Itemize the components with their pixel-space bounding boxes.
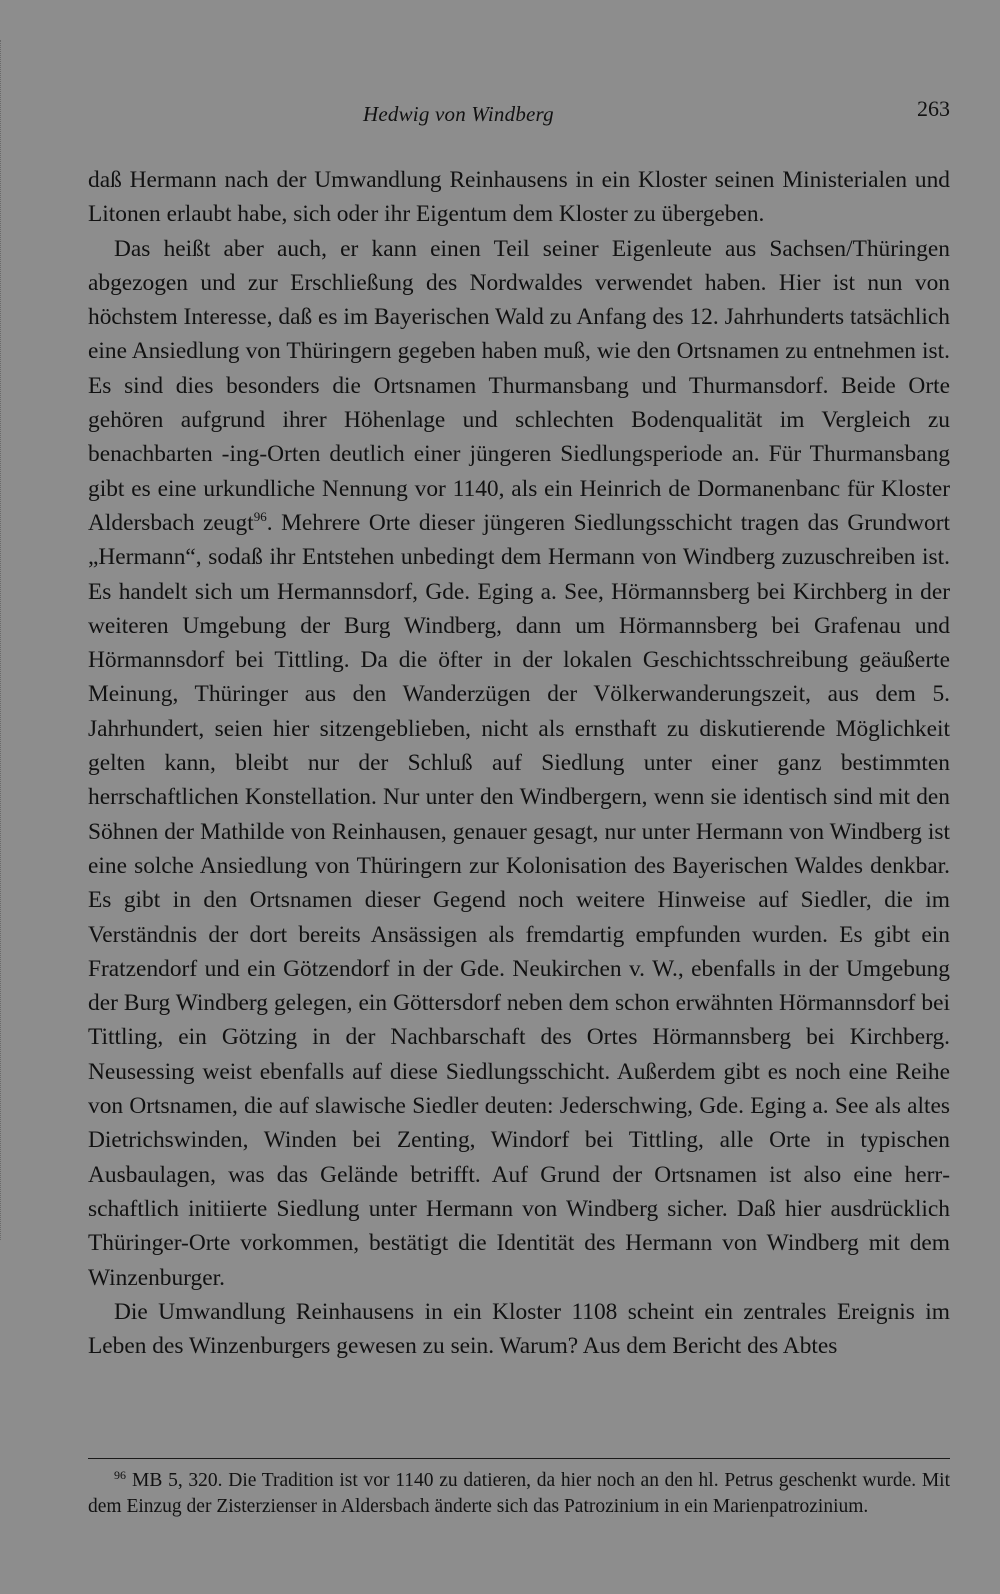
main-text xyxy=(88,163,950,1363)
paragraph-2 xyxy=(88,232,950,1295)
footnote-text: MB 5, 320. Die Tradition ist vor 1140 zu datieren, da hier noch an den hl. Petrus geschenkt wurde. Mit dem Einzug der Zisterzienser in Aldersbach änderte sich das Patrozinium in ein Marienpatrozinium. xyxy=(88,1470,950,1517)
page-edge-marks xyxy=(0,40,11,1240)
footnote-divider xyxy=(88,1458,950,1459)
footnote xyxy=(88,1468,950,1520)
paragraph-1: daß Hermann nach der Umwandlung Reinhausens in ein Kloster seinen Ministerialen und Litonen erlaubt habe, sich oder ihr Eigentum dem Kloster zu übergeben. xyxy=(88,167,950,228)
running-title: Hedwig von Windberg xyxy=(363,102,554,126)
paragraph-3: Die Umwandlung Reinhausens in ein Kloster 1108 scheint ein zentrales Ereignis im Leben des Winzenburgers gewesen zu sein. Warum? Aus dem Bericht des Abtes xyxy=(88,1298,950,1360)
paragraph-2-part-1: Das heißt aber auch, er kann einen Teil seiner Eigenleute aus Sachsen/Thüringen abgezogen und zur Erschließung des Nordwaldes verwendet haben. Hier ist nun von höchstem Interesse, daß es im Bayerischen Wald zu Anfang des 12. Jahrhunderts tatsächlich eine Ansiedlung von Thüringern gegeben haben muß, wie den Ortsnamen zu entnehmen ist. Es sind dies besonders die Ortsnamen Thurmansbang und Thurmansdorf. Beide Orte gehören aufgrund ihrer Höhenlage und schlechten Bodenqualität im Vergleich zu benachbarten -ing-Orten deutlich einer jüngeren Siedlungsperiode an. Für Thurmansbang gibt es eine urkundliche Nennung vor 1140, als ein Heinrich de Dormanenbanc für Kloster Aldersbach zeugt xyxy=(88,235,950,536)
page-number: 263 xyxy=(917,96,950,121)
footnote-reference: 96 xyxy=(253,509,267,525)
footnote-mark: 96 xyxy=(114,1467,126,1482)
paragraph-2-part-2: . Mehrere Orte dieser jüngeren Siedlungsschicht tragen das Grundwort „Hermann“, sodaß ihr Entstehen unbedingt dem Hermann von Windberg zuzuschreiben ist. Es handelt sich um Hermannsdorf, Gde. Eging a. See, Hörmannsberg bei Kirchberg in der weiteren Umgebung der Burg Windberg, dann um Hörmannsberg bei Grafenau und Hörmannsdorf bei Tittling. Da die öfter in der lokalen Geschichtsschreibung geäußerte Meinung, Thüringer aus den Wanderzügen der Völkerwanderungszeit, aus dem 5. Jahrhundert, seien hier sitzengeblieben, nicht als ernsthaft zu diskutierende Möglichkeit gelten kann, bleibt nur der Schluß auf Siedlung unter einer ganz bestimmten herrschaftlichen Konstellation. Nur unter den Windbergern, wenn sie identisch sind mit den Söhnen der Mathilde von Reinhausen, genauer gesagt, nur unter Hermann von Windberg ist eine solche Ansiedlung von Thüringern zur Kolonisation des Bayerischen Waldes denkbar. Es gibt in den Ortsnamen dieser Gegend noch weitere Hinweise auf Siedler, die im Verständnis der dort bereits Ansässigen als fremdartig empfunden wurden. Es gibt ein Fratzendorf und ein Götzendorf in der Gde. Neukirchen v. W., ebenfalls in der Umgebung der Burg Windberg gelegen, ein Göttersdorf neben dem schon erwähnten Hörmannsdorf bei Tittling, ein Götzing in der Nachbarschaft des Ortes Hörmannsberg bei Kirchberg. Neusessing weist ebenfalls auf diese Siedlungsschicht. Außerdem gibt es noch eine Reihe von Ortsnamen, die auf slawische Siedler deuten: Jederschwing, Gde. Eging a. See als altes Dietrichswinden, Winden bei Zenting, Windorf bei Tittling, alle Orte in typischen Ausbaulagen, was das Gelände betrifft. Auf Grund der Ortsnamen ist also eine herrschaftlich initiierte Siedlung unter Hermann von Windberg sicher. Daß hier ausdrücklich Thüringer-Orte vorkommen, bestätigt die Identität des Hermann von Windberg mit dem Winzenburger. xyxy=(88,509,951,1291)
page-header xyxy=(88,96,950,136)
footnotes xyxy=(88,1468,950,1520)
